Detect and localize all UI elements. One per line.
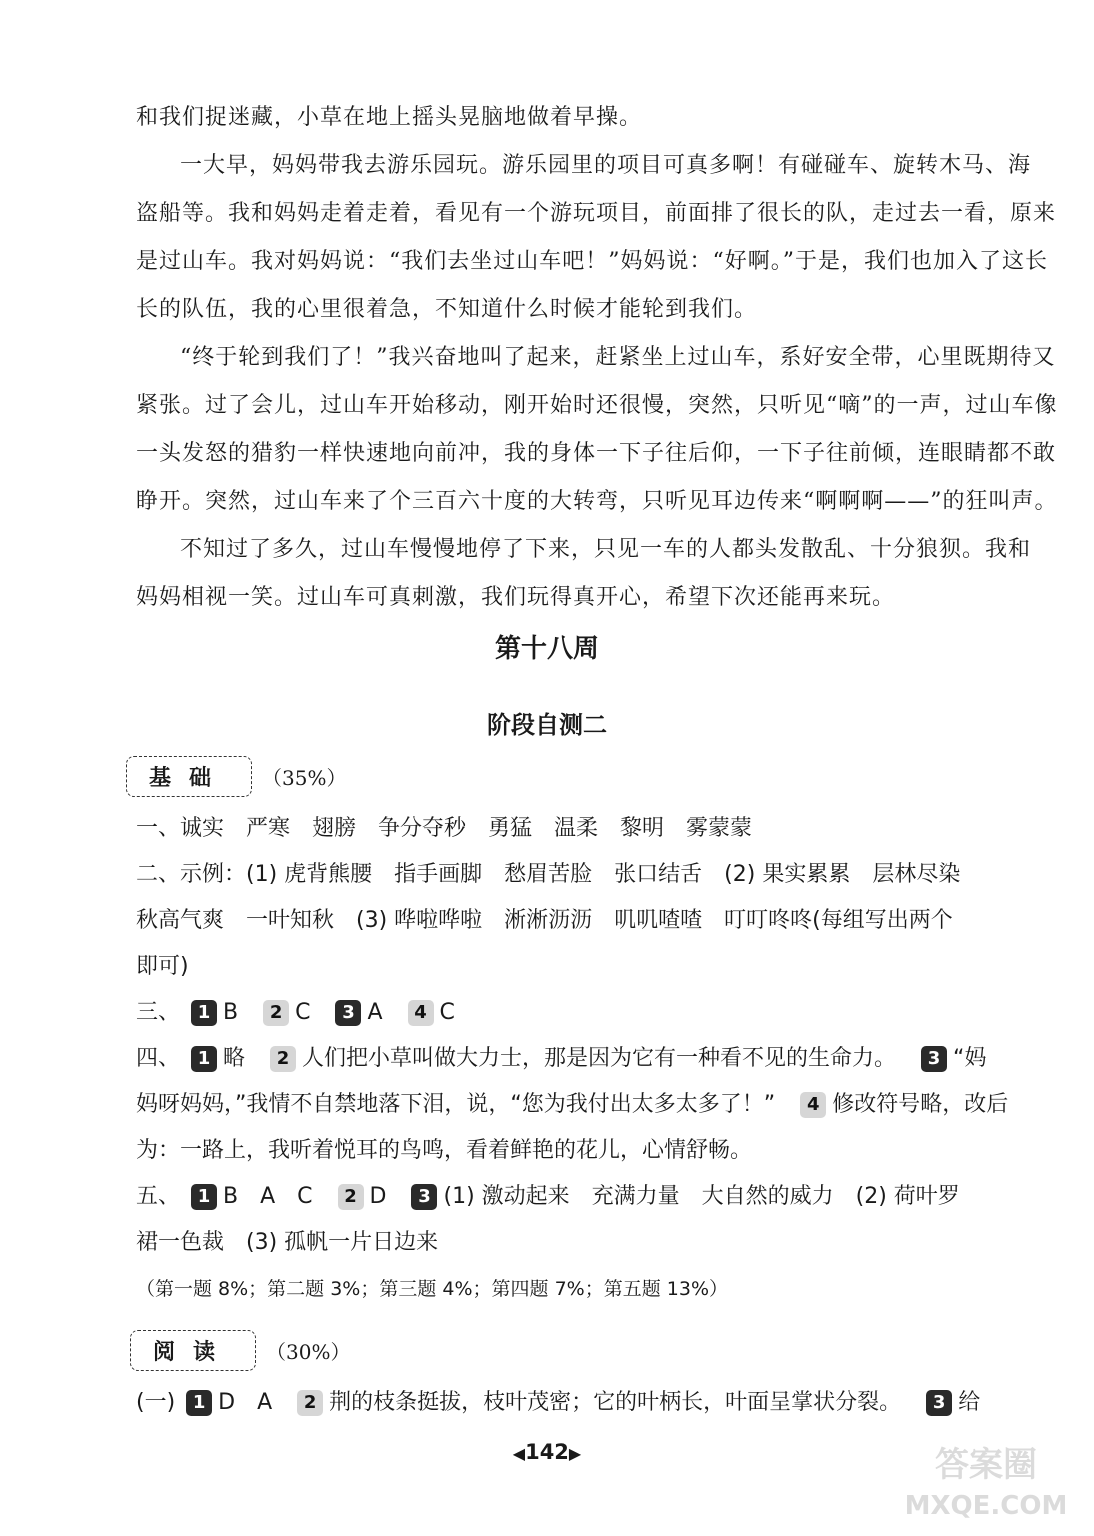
week-title: 第十八周 [494,634,599,664]
score-breakdown: （第一题 8%；第二题 3%；第三题 4%；第四题 7%；第五题 13%） [136,1278,728,1300]
answer-value: 荆的枝条挺拔，枝叶茂密；它的叶柄长，叶面呈掌状分裂。 [329,1390,902,1415]
reading-percent: （30%） [266,1340,351,1364]
number-badge: 2 [263,1000,289,1026]
answer-value: (1) 激动起来 充满力量 大自然的威力 (2) 荷叶罗 [443,1184,960,1209]
answer-value: 修改符号略，改后 [832,1092,1009,1117]
essay-line: 是过山车。我对妈妈说：“我们去坐过山车吧！”妈妈说：“好啊。”于是，我们也加入了这长 [136,249,1048,274]
watermark-logo-icon [896,1434,1076,1524]
answer-value: B A C [223,1184,313,1209]
answer-q5-line2: 裙一色裁 (3) 孤帆一片日边来 [136,1230,439,1255]
number-badge: 3 [926,1390,952,1416]
q4-prefix: 四、 [136,1046,181,1071]
reading-answers [136,1380,1016,1426]
number-badge: 4 [408,1000,434,1026]
q5-prefix: 五、 [136,1184,181,1209]
answer-value: B [223,1000,239,1025]
number-badge: 2 [338,1184,364,1210]
essay-line: 长的队伍，我的心里很着急，不知道什么时候才能轮到我们。 [136,297,758,322]
answer-q2-line2: 秋高气爽 一叶知秋 (3) 哗啦哗啦 淅淅沥沥 叽叽喳喳 叮叮咚咚(每组写出两个 [136,908,953,933]
answer-value: 妈呀妈妈，”我情不自禁地落下泪，说，“您为我付出太多太多了！” [136,1092,776,1117]
essay-line: 紧张。过了会儿，过山车开始移动，刚开始时还很慢，突然，只听见“嘀”的一声，过山车像 [136,393,1058,418]
test-title: 阶段自测二 [487,711,607,739]
answer-q2-line3: 即可) [136,954,189,979]
answer-value: 给 [958,1390,981,1415]
reading-line1 [136,1380,1016,1426]
answer-value: 人们把小草叫做大力士，那是因为它有一种看不见的生命力。 [302,1046,897,1071]
q3-prefix: 三、 [136,1000,181,1025]
number-badge: 3 [335,1000,361,1026]
number-badge: 2 [297,1390,323,1416]
number-badge: 1 [186,1390,212,1416]
essay-line: 和我们捉迷藏，小草在地上摇头晃脑地做着早操。 [136,105,643,130]
answer-value: 略 [223,1046,246,1071]
number-badge: 1 [191,1184,217,1210]
answer-q4-line3: 为：一路上，我听着悦耳的鸟鸣，看着鲜艳的花儿，心情舒畅。 [136,1138,753,1163]
essay-line: 不知过了多久，过山车慢慢地停了下来，只见一车的人都头发散乱、十分狼狈。我和 [180,537,1032,562]
answer-value: D A [218,1390,273,1415]
reading-header [130,1330,350,1371]
answer-value: “妈 [953,1046,987,1071]
answer-value: C [295,1000,311,1025]
number-badge: 2 [270,1046,296,1072]
answer-q4-line2 [136,1082,1016,1128]
answer-q1: 一、诚实 严寒 翅膀 争分夺秒 勇猛 温柔 黎明 雾蒙蒙 [136,816,753,841]
essay-line: 一头发怒的猎豹一样快速地向前冲，我的身体一下子往后仰，一下子往前倾，连眼睛都不敢 [136,441,1057,466]
page-number-value: 142 [525,1440,569,1464]
answer-q2-line1: 二、示例：(1) 虎背熊腰 指手画脚 愁眉苦脸 张口结舌 (2) 果实累累 层林尽染 [136,862,961,887]
answer-value: D [369,1184,387,1209]
answer-value: A [367,1000,383,1025]
svg-text:MXQE.COM: MXQE.COM [904,1491,1068,1521]
basics-header [126,756,346,797]
number-badge: 1 [191,1046,217,1072]
essay-line: 睁开。突然，过山车来了个三百六十度的大转弯，只听见耳边传来“啊啊啊——”的狂叫声。 [136,489,1058,514]
number-badge: 3 [921,1046,947,1072]
essay-line: “终于轮到我们了！”我兴奋地叫了起来，赶紧坐上过山车，系好安全带，心里既期待又 [180,345,1056,370]
basics-label: 基础 [126,756,252,797]
answer-value: C [439,1000,455,1025]
right-arrow-icon: ▶ [568,1444,582,1463]
essay-text [136,94,1058,622]
number-badge: 4 [800,1092,826,1118]
left-arrow-icon: ◀ [512,1444,526,1463]
answer-q3 [136,990,1016,1036]
svg-text:答案圈: 答案圈 [935,1445,1037,1485]
essay-line: 盗船等。我和妈妈走着走着，看见有一个游玩项目，前面排了很长的队，走过去一看，原来 [136,201,1057,226]
essay-line: 一大早，妈妈带我去游乐园玩。游乐园里的项目可真多啊！有碰碰车、旋转木马、海 [180,153,1032,178]
essay-line: 妈妈相视一笑。过山车可真刺激，我们玩得真开心，希望下次还能再来玩。 [136,585,896,610]
number-badge: 3 [411,1184,437,1210]
number-badge: 1 [191,1000,217,1026]
basics-answers [136,806,1016,1312]
answer-q4-line1 [136,1036,1016,1082]
basics-percent: （35%） [262,766,347,790]
reading-label: 阅读 [130,1330,256,1371]
reading-prefix: (一) [136,1390,176,1415]
answer-q5-line1 [136,1174,1016,1220]
